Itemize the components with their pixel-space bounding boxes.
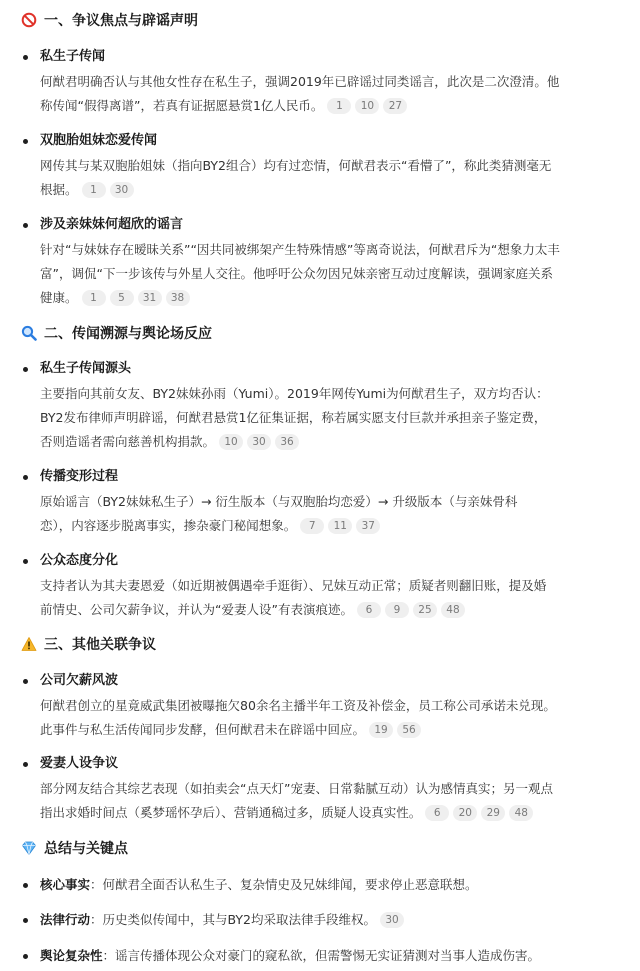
item-body (40, 70, 630, 118)
text-line (40, 262, 630, 286)
summary-label: 法律行动 (40, 912, 91, 927)
text-line (40, 70, 630, 94)
magnifier-icon (20, 324, 38, 342)
line-text: 网传其与某双胞胎姐妹（指向BY2组合）均有过恋情，何猷君表示“看懵了”，称此类猜测毫无 (40, 158, 552, 173)
line-text: 根据。 (40, 182, 78, 197)
citation-badge[interactable]: 1 (327, 98, 351, 114)
line-text: 原始谣言（BY2妹妹私生子）→ 衍生版本（与双胞胎均恋爱）→ 升级版本（与亲妹骨科 (40, 494, 518, 509)
bullet (23, 475, 28, 480)
item-title: 公司欠薪风波 (40, 673, 119, 688)
citation-badge[interactable]: 5 (110, 290, 134, 306)
citation-badge[interactable]: 48 (509, 805, 533, 821)
line-text: BY2发布律师声明辟谣，何猷君悬赏1亿征集证据，称若属实愿支付巨款并承担亲子鉴定费， (40, 410, 547, 425)
bullet (23, 139, 28, 144)
section-heading-origin (20, 321, 212, 345)
line-text: 称传闻“假得离谱”，若真有证据愿悬赏1亿人民币。 (40, 98, 324, 113)
item-title: 双胞胎姐妹恋爱传闻 (40, 133, 158, 148)
section-title: 一、争议焦点与辟谣声明 (44, 13, 198, 29)
section-title: 总结与关键点 (44, 841, 128, 857)
citation-badge[interactable]: 10 (219, 434, 243, 450)
diamond-icon (20, 839, 38, 857)
item-body (40, 238, 630, 310)
line-text: 否则造谣者需向慈善机构捐款。 (40, 434, 216, 449)
line-text: 部分网友结合其综艺表现（如拍卖会“点天灯”宠妻、日常黏腻互动）认为感情真实；另一观点 (40, 781, 553, 796)
text-line (40, 94, 630, 118)
citation-badge[interactable]: 6 (425, 805, 449, 821)
text-line (40, 430, 630, 454)
summary-text (40, 873, 478, 897)
text-line (40, 598, 630, 622)
bullet (23, 223, 28, 228)
citation-badge[interactable]: 19 (369, 722, 393, 738)
item-title: 私生子传闻 (40, 49, 106, 64)
text-line (40, 718, 630, 742)
citation-badge[interactable]: 30 (247, 434, 271, 450)
text-line (40, 406, 630, 430)
line-text: 此事件与私生活传闻同步发酵，但何猷君未在辟谣中回应。 (40, 722, 366, 737)
item-body (40, 574, 630, 622)
item-title: 爱妻人设争议 (40, 756, 119, 771)
line-text: 何猷君明确否认与其他女性存在私生子，强调2019年已辟谣过同类谣言，此次是二次澄清。他 (40, 74, 560, 89)
summary-item (20, 908, 620, 932)
text-line (40, 154, 630, 178)
citation-badge[interactable]: 1 (82, 290, 106, 306)
item-body (40, 490, 630, 538)
item-body (40, 777, 630, 825)
citation-badge[interactable]: 29 (481, 805, 505, 821)
text-line (40, 514, 630, 538)
citation-badge[interactable]: 36 (275, 434, 299, 450)
summary-text (40, 908, 404, 932)
text-line (40, 574, 630, 598)
section-title: 二、传闻溯源与舆论场反应 (44, 326, 212, 342)
line-text: 针对“与妹妹存在暧昧关系”“因共同被绑架产生特殊情感”等离奇说法，何猷君斥为“想象力太丰 (40, 242, 560, 257)
text-line (40, 286, 630, 310)
bullet (23, 367, 28, 372)
section-heading-summary (20, 836, 128, 860)
bullet (23, 559, 28, 564)
line-text: 主要指向其前女友、BY2妹妹孙雨（Yumi）。2019年网传Yumi为何猷君生子，双方均否认： (40, 386, 549, 401)
line-text: 富”，调侃“下一步该传与外星人交往。他呼吁公众勿因兄妹亲密互动过度解读，强调家庭关系 (40, 266, 553, 281)
item-body (40, 694, 630, 742)
summary-content: ：谣言传播体现公众对豪门的窥私欲，但需警惕无实证猜测对当事人造成伤害。 (102, 948, 541, 963)
summary-content: ：历史类似传闻中，其与BY2均采取法律手段维权。 (90, 912, 376, 927)
item-body (40, 382, 630, 454)
text-line (40, 382, 630, 406)
citation-badge[interactable]: 20 (453, 805, 477, 821)
citation-badge[interactable]: 56 (397, 722, 421, 738)
summary-label: 核心事实 (40, 877, 91, 892)
bullet (23, 918, 28, 923)
summary-label: 舆论复杂性 (40, 948, 103, 963)
citation-badge[interactable]: 38 (166, 290, 190, 306)
item-title: 传播变形过程 (40, 469, 119, 484)
section-heading-controversy (20, 8, 198, 32)
section-heading-other (20, 632, 156, 656)
citation-badge[interactable]: 30 (110, 182, 134, 198)
line-text: 何猷君创立的星竟威武集团被曝拖欠80余名主播半年工资及补偿金，员工称公司承诺未兑现。 (40, 698, 556, 713)
bullet (23, 883, 28, 888)
text-line (40, 777, 630, 801)
citation-badge[interactable]: 27 (383, 98, 407, 114)
citation-badge[interactable]: 7 (300, 518, 324, 534)
bullet (23, 55, 28, 60)
item-title: 公众态度分化 (40, 553, 119, 568)
bullet (23, 679, 28, 684)
line-text: 指出求婚时间点（奚梦瑶怀孕后）、营销通稿过多，质疑人设真实性。 (40, 805, 422, 820)
item-body (40, 154, 630, 202)
citation-badge[interactable]: 9 (385, 602, 409, 618)
summary-content: ：何猷君全面否认私生子、复杂情史及兄妹绯闻，要求停止恶意联想。 (90, 877, 478, 892)
item-title: 私生子传闻源头 (40, 361, 132, 376)
prohibited-icon (20, 11, 38, 29)
citation-badge[interactable]: 10 (355, 98, 379, 114)
text-line (40, 490, 630, 514)
citation-badge[interactable]: 11 (328, 518, 352, 534)
summary-item (20, 944, 620, 968)
summary-text (40, 944, 540, 968)
bullet (23, 762, 28, 767)
bullet (23, 954, 28, 959)
line-text: 前情史、公司欠薪争议，并认为“爱妻人设”有表演痕迹。 (40, 602, 353, 617)
text-line (40, 178, 630, 202)
line-text: 恋），内容逐步脱离事实，掺杂豪门秘闻想象。 (40, 518, 297, 533)
text-line (40, 801, 630, 825)
citation-badge[interactable]: 37 (356, 518, 380, 534)
citation-badge[interactable]: 30 (380, 912, 404, 928)
citation-badge[interactable]: 6 (357, 602, 381, 618)
warning-icon (20, 635, 38, 653)
item-title: 涉及亲妹妹何超欣的谣言 (40, 217, 184, 232)
citation-badge[interactable]: 31 (138, 290, 162, 306)
line-text: 支持者认为其夫妻恩爱（如近期被偶遇牵手逛街）、兄妹互动正常；质疑者则翻旧账，提及婚 (40, 578, 547, 593)
text-line (40, 694, 630, 718)
section-title: 三、其他关联争议 (44, 637, 156, 653)
citation-badge[interactable]: 25 (413, 602, 437, 618)
citation-badge[interactable]: 1 (82, 182, 106, 198)
text-line (40, 238, 630, 262)
line-text: 健康。 (40, 290, 78, 305)
citation-badge[interactable]: 48 (441, 602, 465, 618)
summary-item (20, 873, 620, 897)
